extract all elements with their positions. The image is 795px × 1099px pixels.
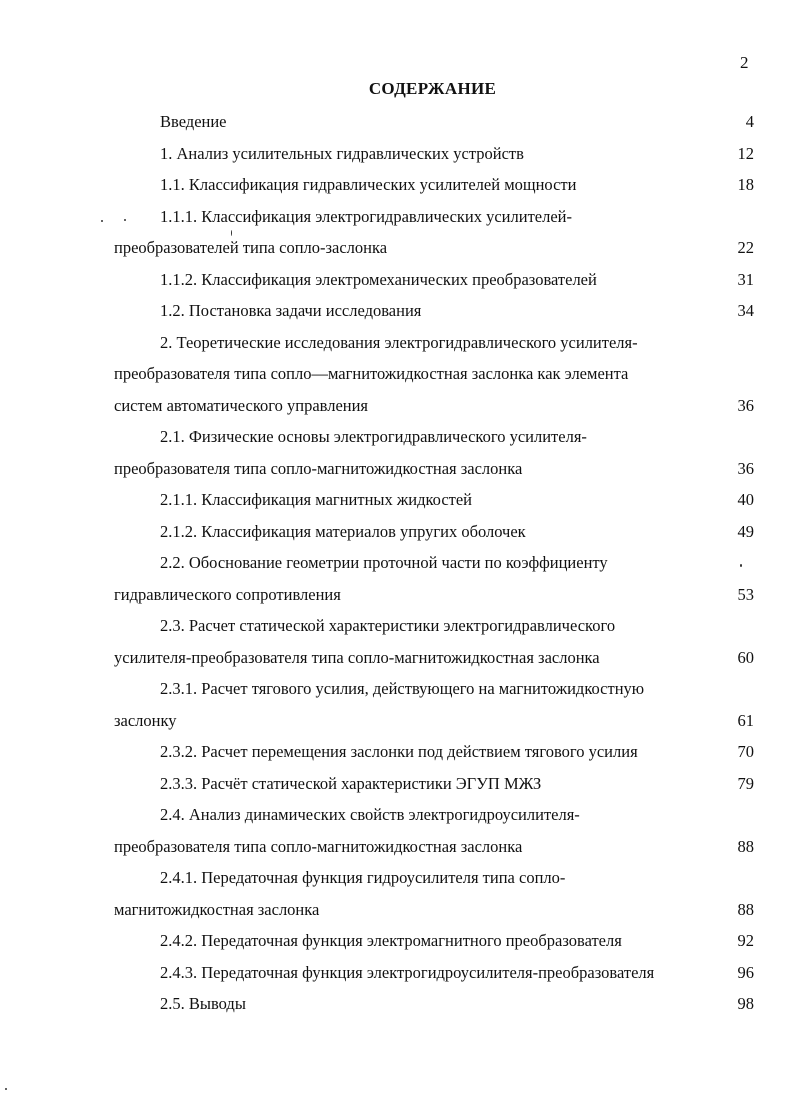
toc-entry bbox=[0, 269, 795, 291]
toc-entry bbox=[0, 300, 795, 322]
toc-entry-title: 2.3.1. Расчет тягового усилия, действующего на магнитожидкостную bbox=[160, 679, 645, 698]
scan-speck bbox=[5, 1088, 7, 1090]
toc-entry-title: 2.4.1. Передаточная функция гидроусилителя типа сопло- bbox=[160, 868, 566, 887]
toc-entry-page: 96 bbox=[737, 962, 754, 982]
scan-speck bbox=[101, 220, 103, 222]
page-title: СОДЕРЖАНИЕ bbox=[368, 79, 497, 98]
toc-entry bbox=[0, 867, 795, 889]
toc-entry bbox=[0, 899, 795, 921]
toc-entry bbox=[0, 552, 795, 574]
toc-entry bbox=[0, 174, 795, 196]
toc-entry bbox=[0, 237, 795, 259]
toc-entry-title: 2.3.3. Расчёт статической характеристики ЭГУП МЖЗ bbox=[160, 773, 542, 793]
toc-entry bbox=[0, 426, 795, 448]
toc-entry-title: 2.5. Выводы bbox=[160, 994, 246, 1013]
toc-entry bbox=[0, 741, 795, 763]
toc-entry-page: 92 bbox=[737, 931, 754, 950]
toc-entry-title: преобразователей типа сопло-заслонка bbox=[114, 238, 388, 257]
toc-entry bbox=[0, 710, 795, 732]
toc-entry-title: 2.1.2. Классификация материалов упругих оболочек bbox=[160, 521, 526, 541]
toc-entry-page: 4 bbox=[745, 112, 754, 131]
toc-entry bbox=[0, 678, 795, 700]
toc-entry bbox=[0, 521, 795, 543]
page-number: 2 bbox=[740, 53, 749, 72]
toc-entry-title: заслонку bbox=[114, 710, 177, 730]
toc-entry-page: 53 bbox=[737, 584, 754, 604]
scan-speck bbox=[124, 219, 126, 221]
toc-entry-title: 2.4. Анализ динамических свойств электрогидроусилителя- bbox=[160, 805, 580, 824]
toc-entry bbox=[0, 804, 795, 826]
toc-entry bbox=[0, 332, 795, 354]
toc-entry bbox=[0, 930, 795, 952]
toc-entry-page: 49 bbox=[737, 521, 754, 541]
toc-entry-page: 34 bbox=[737, 301, 754, 320]
toc-entry-title: 2.2. Обоснование геометрии проточной части по коэффициенту bbox=[160, 553, 608, 572]
toc-entry bbox=[0, 584, 795, 606]
toc-entry-title: магнитожидкостная заслонка bbox=[114, 899, 320, 919]
toc-entry bbox=[0, 615, 795, 637]
toc-entry bbox=[0, 962, 795, 984]
scan-speck bbox=[740, 564, 742, 567]
toc-entry-page: 40 bbox=[737, 490, 754, 509]
toc-entry-title: систем автоматического управления bbox=[114, 395, 369, 415]
toc-entry-title: преобразователя типа сопло-магнитожидкостная заслонка bbox=[114, 458, 523, 478]
toc-entry bbox=[0, 647, 795, 669]
toc-entry-title: 2.4.2. Передаточная функция электромагнитного преобразователя bbox=[160, 931, 622, 950]
toc-entry-title: 1.1. Классификация гидравлических усилителей мощности bbox=[160, 175, 577, 194]
toc-entry-title: 2.1.1. Классификация магнитных жидкостей bbox=[160, 490, 473, 509]
toc-entry-title: 1. Анализ усилительных гидравлических устройств bbox=[160, 143, 524, 163]
toc-entry-title: 2.3.2. Расчет перемещения заслонки под действием тягового усилия bbox=[160, 742, 638, 761]
toc-entry-page: 61 bbox=[737, 710, 754, 730]
toc-entry-title: 2.3. Расчет статической характеристики электрогидравлического bbox=[160, 616, 616, 635]
toc-entry-title: 1.2. Постановка задачи исследования bbox=[160, 301, 422, 320]
toc-entry-title: 2. Теоретические исследования электрогидравлического усилителя- bbox=[160, 332, 638, 352]
toc-entry bbox=[0, 206, 795, 228]
toc-entry bbox=[0, 489, 795, 511]
toc-entry-page: 98 bbox=[737, 994, 754, 1013]
toc-entry bbox=[0, 993, 795, 1015]
toc-entry bbox=[0, 363, 795, 385]
toc-entry-title: 1.1.2. Классификация электромеханических преобразователей bbox=[160, 269, 597, 289]
toc-entry bbox=[0, 395, 795, 417]
toc-entry-title: 2.1. Физические основы электрогидравлического усилителя- bbox=[160, 427, 587, 446]
toc-entry-title: преобразователя типа сопло-магнитожидкостная заслонка bbox=[114, 836, 523, 856]
toc-entry-page: 88 bbox=[737, 899, 754, 919]
toc-entry-title: Введение bbox=[160, 112, 227, 131]
toc-entry-title: гидравлического сопротивления bbox=[114, 584, 341, 604]
toc-entry-page: 60 bbox=[737, 647, 754, 667]
toc-entry-title: преобразователя типа сопло—магнитожидкостная заслонка как элемента bbox=[114, 364, 629, 383]
toc-entry-page: 79 bbox=[737, 773, 754, 793]
toc-entry-page: 36 bbox=[737, 458, 754, 478]
toc-entry bbox=[0, 773, 795, 795]
toc-entry-page: 22 bbox=[737, 238, 754, 257]
scan-speck bbox=[231, 230, 232, 236]
toc-entry-title: 1.1.1. Классификация электрогидравлических усилителей- bbox=[160, 206, 572, 226]
toc-entry-page: 31 bbox=[737, 269, 754, 289]
toc-entry-page: 18 bbox=[737, 175, 754, 194]
toc-entry-page: 88 bbox=[737, 836, 754, 856]
toc-entry-title: 2.4.3. Передаточная функция электрогидроусилителя-преобразователя bbox=[160, 962, 655, 982]
toc-entry-title: усилителя-преобразователя типа сопло-магнитожидкостная заслонка bbox=[114, 647, 600, 667]
toc-entry bbox=[0, 111, 795, 133]
toc-entry-page: 36 bbox=[737, 395, 754, 415]
toc-entry bbox=[0, 458, 795, 480]
toc-entry-page: 70 bbox=[737, 742, 754, 761]
toc-entry bbox=[0, 143, 795, 165]
toc-entry bbox=[0, 836, 795, 858]
toc-entry-page: 12 bbox=[737, 143, 754, 163]
